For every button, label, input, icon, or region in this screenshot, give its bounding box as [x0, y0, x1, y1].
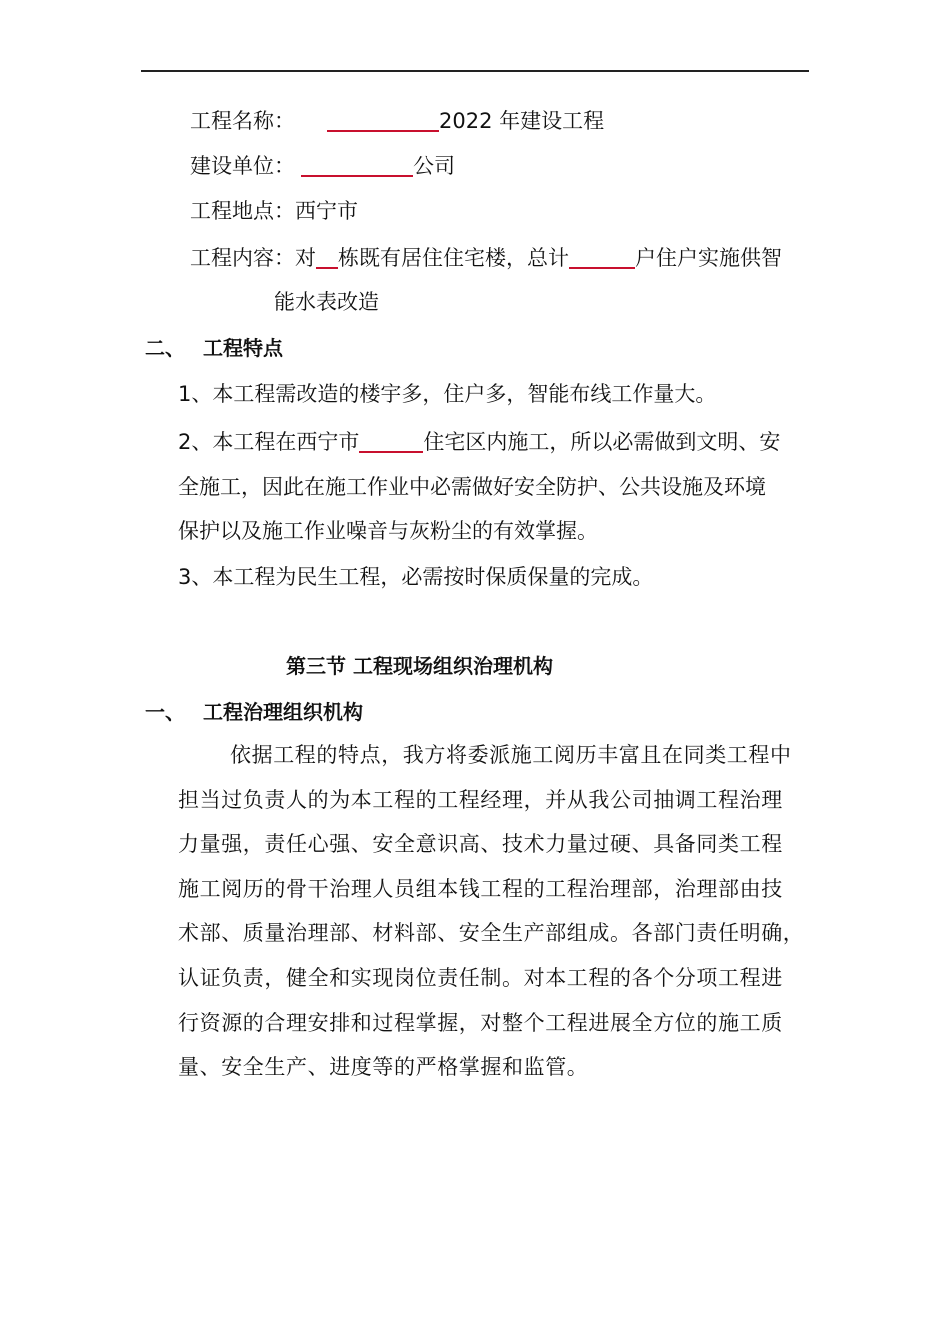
content-row — [190, 244, 782, 272]
feature-item-3: 3、本工程为民生工程，必需按时保质保量的完成。 — [178, 565, 654, 589]
building-count-blank — [316, 245, 338, 269]
build-unit-suffix: 公司 — [413, 154, 455, 178]
project-name-blank — [327, 108, 439, 132]
build-unit-label: 建设单位： — [190, 154, 295, 178]
section3-heading-text: 工程治理组织机构 — [203, 700, 363, 724]
paragraph-line: 量、安全生产、进度等的严格掌握和监管。 — [178, 1055, 589, 1080]
feature-item-2-line3: 保护以及施工作业噪音与灰粉尘的有效掌握。 — [178, 519, 598, 543]
project-name-row — [190, 107, 604, 135]
paragraph-line: 认证负责，健全和实现岗位责任制。对本工程的各个分项工程进 — [178, 965, 783, 990]
section3-title: 第三节 工程现场组织治理机构 — [286, 654, 553, 678]
paragraph-line: 施工阅历的骨干治理人员组本钱工程的工程治理部，治理部由技 — [178, 876, 783, 901]
household-count-blank — [569, 245, 635, 269]
paragraph-line: 担当过负责人的为本工程的工程经理，并从我公司抽调工程治理 — [178, 787, 783, 812]
section2-heading-num: 二、 — [145, 336, 185, 360]
content-part2: 栋既有居住住宅楼，总计 — [338, 246, 569, 270]
content-part3: 户住户实施供智 — [635, 246, 782, 270]
feature-item-2-line1 — [178, 428, 780, 456]
paragraph-line: 力量强，责任心强、安全意识高、技术力量过硬、具备同类工程 — [178, 832, 783, 857]
residential-area-blank — [359, 429, 423, 453]
section2-heading — [145, 334, 283, 362]
content-label: 工程内容： — [190, 246, 295, 270]
paragraph-line: 行资源的合理安排和过程掌握，对整个工程进展全方位的施工质 — [178, 1010, 783, 1035]
feature-item-1: 1、本工程需改造的楼宇多，住户多，智能布线工作量大。 — [178, 382, 717, 406]
section2-heading-text: 工程特点 — [203, 336, 283, 360]
build-unit-blank — [301, 153, 413, 177]
section3-heading — [145, 698, 363, 726]
section3-heading-num: 一、 — [145, 700, 185, 724]
paragraph-line: 依据工程的特点，我方将委派施工阅历丰富且在同类工程中 — [230, 743, 792, 767]
feature-item-2-line2: 全施工，因此在施工作业中必需做好安全防护、公共设施及环境 — [178, 475, 766, 499]
project-name-label: 工程名称： — [190, 109, 295, 133]
paragraph-line: 术部、质量治理部、材料部、安全生产部组成。各部门责任明确， — [178, 921, 805, 946]
feature-item-2-a: 2、本工程在西宁市 — [178, 430, 360, 454]
build-unit-row — [190, 152, 455, 180]
site-label: 工程地点： — [190, 199, 295, 223]
content-part1: 对 — [295, 246, 316, 270]
feature-item-2-b: 住宅区内施工，所以必需做到文明、安 — [423, 430, 781, 454]
project-name-suffix: 2022 年建设工程 — [439, 109, 605, 133]
site-row — [190, 197, 358, 225]
header-rule — [141, 70, 809, 72]
content-line2: 能水表改造 — [274, 290, 379, 314]
site-value: 西宁市 — [295, 199, 358, 223]
org-structure-paragraph — [178, 733, 814, 1090]
